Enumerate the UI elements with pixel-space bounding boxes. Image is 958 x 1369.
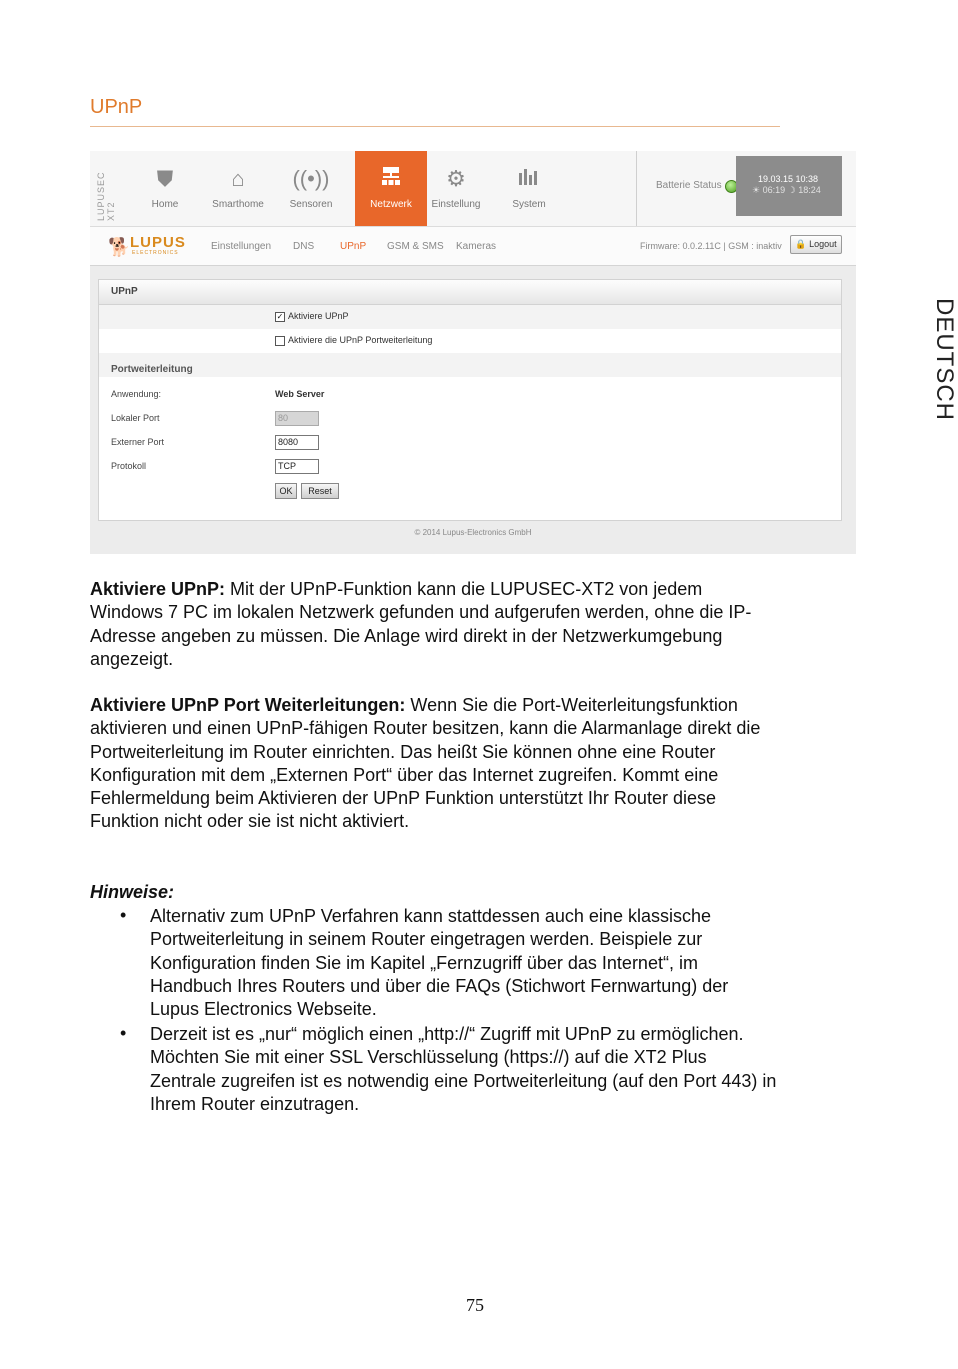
gear-icon: ⚙: [446, 166, 466, 191]
paragraph-aktiviere-upnp: [90, 578, 860, 671]
paragraph-line: Mit der UPnP-Funktion kann die LUPUSEC-XT2 von jedem: [225, 579, 703, 599]
nav-label: System: [512, 199, 546, 210]
nav-label: Einstellung: [431, 199, 481, 210]
sunset-time: 18:24: [798, 185, 821, 195]
brand-vertical-label: LUPUSEC XT2: [96, 171, 116, 221]
side-language-label: DEUTSCH: [931, 298, 958, 422]
paragraph-line: Portweiterleitung im Router einrichten. Das heißt Sie können ohne eine Router: [90, 741, 716, 762]
network-icon: [355, 165, 427, 193]
subtab-upnp[interactable]: UPnP: [340, 241, 367, 252]
shield-icon: ⛊: [156, 166, 174, 191]
subtab-gsm-sms[interactable]: GSM & SMS: [387, 241, 444, 252]
bullet-line: Konfiguration finden Sie im Kapitel „Fernzugriff über das Internet“, im: [150, 952, 698, 973]
protocol-label: Protokoll: [111, 461, 147, 471]
house-icon: ⌂: [231, 166, 245, 191]
subtab-einstellungen[interactable]: Einstellungen: [211, 241, 272, 252]
bullet-line: Möchten Sie mit einer SSL Verschlüsselung (https://) auf die XT2 Plus: [150, 1047, 707, 1068]
nav-label: Sensoren: [289, 199, 333, 210]
section-heading: UPnP: [90, 96, 143, 118]
lupus-logo: [108, 234, 194, 260]
sun-times: [752, 185, 821, 196]
external-port-label: Externer Port: [111, 437, 165, 447]
paragraph-port-weiterleitungen: [90, 694, 860, 834]
bullet-line: Ihrem Router einzutragen.: [150, 1093, 360, 1114]
reset-button[interactable]: Reset: [301, 483, 339, 499]
firmware-info: Firmware: 0.0.2.11C | GSM : inaktiv: [640, 241, 782, 251]
nav-label: Netzwerk: [370, 199, 412, 210]
bullet-item: [150, 905, 870, 1021]
logout-button[interactable]: [790, 235, 842, 254]
nav-einstellung[interactable]: [420, 151, 492, 226]
bullet-line: Derzeit ist es „nur“ möglich einen „http://“ Zugriff mit UPnP zu ermöglichen.: [150, 1024, 744, 1044]
application-label: Anwendung:: [111, 389, 162, 399]
row-band: [99, 353, 841, 377]
bullet-line: Portweiterleitung in seinem Router eingetragen werden. Beispiele zur: [150, 929, 703, 950]
dog-logo-icon: 🐕: [108, 237, 131, 257]
paragraph-line: Wenn Sie die Port-Weiterleitungsfunktion: [405, 695, 738, 715]
lock-icon: 🔒: [795, 239, 807, 249]
paragraph-line: Adresse angeben zu müssen. Die Anlage wird direkt in der Netzwerkumgebung: [90, 625, 723, 646]
ok-button[interactable]: OK: [275, 483, 297, 499]
notes-heading: Hinweise:: [90, 882, 175, 902]
subtab-dns[interactable]: DNS: [293, 241, 315, 252]
bars-icon: [493, 165, 565, 193]
datetime-text: 19.03.15 10:38: [758, 174, 819, 184]
nav-label: Smarthome: [212, 199, 264, 210]
bullet-line: Zentrale zugreifen ist es notwendig eine Portweiterleitung (auf den Port 443) in: [150, 1070, 777, 1091]
local-port-input: 80: [275, 411, 319, 426]
logo-sub: ELECTRONICS: [132, 250, 179, 256]
nav-netzwerk[interactable]: [355, 151, 427, 226]
sunrise-time: 06:19: [762, 185, 786, 195]
paragraph-line: Funktion nicht oder sie ist nicht aktiviert.: [90, 811, 410, 832]
moon-icon: ☽: [787, 185, 796, 195]
nav-divider: [636, 151, 637, 226]
external-port-input[interactable]: 8080: [275, 435, 319, 450]
upnp-checkbox[interactable]: ✓: [276, 312, 284, 321]
antenna-icon: ((•)): [292, 166, 330, 191]
bullet-line: Alternativ zum UPnP Verfahren kann stattdessen auch eine klassische: [150, 906, 711, 926]
upnp-checkbox-label: Aktiviere UPnP: [288, 311, 349, 321]
paragraph-bold-lead: Aktiviere UPnP Port Weiterleitungen:: [90, 695, 406, 715]
port-forward-checkbox[interactable]: [275, 336, 285, 346]
top-navigation-bar: [90, 151, 856, 227]
application-value: Web Server: [275, 389, 325, 399]
paragraph-line: angezeigt.: [90, 648, 174, 669]
paragraph-line: Fehlermeldung beim Aktivieren der UPnP Funktion unterstützt Ihr Router diese: [90, 788, 716, 809]
nav-home[interactable]: [129, 151, 201, 226]
heading-rule: [90, 126, 780, 127]
sun-icon: ☀: [752, 185, 761, 195]
nav-smarthome[interactable]: [202, 151, 274, 226]
logo-name: LUPUS: [130, 234, 186, 251]
upnp-panel: [98, 279, 842, 521]
bullet-item: [150, 1023, 870, 1116]
paragraph-bold-lead: Aktiviere UPnP:: [90, 579, 226, 599]
bullet-marker: •: [120, 1023, 127, 1043]
port-forward-heading: Portweiterleitung: [111, 364, 193, 375]
local-port-label: Lokaler Port: [111, 413, 160, 423]
bullet-line: Lupus Electronics Webseite.: [150, 999, 377, 1020]
datetime-panel: [736, 156, 842, 216]
paragraph-line: Konfiguration mit dem „Externen Port“ über das Internet zugreifen. Kommt eine: [90, 764, 719, 785]
port-forward-checkbox-label: Aktiviere die UPnP Portweiterleitung: [288, 335, 433, 345]
battery-status-label: Batterie Status: [656, 180, 722, 191]
row-band: [99, 305, 841, 329]
sub-navigation-bar: [90, 227, 856, 266]
protocol-input[interactable]: TCP: [275, 459, 319, 474]
bullet-line: Handbuch Ihres Routers und über die FAQs (Stichwort Fernwartung) der: [150, 975, 729, 996]
logout-label: Logout: [809, 239, 837, 249]
bullet-marker: •: [120, 905, 127, 925]
nav-label: Home: [151, 199, 179, 210]
page-number: 75: [466, 1295, 484, 1315]
paragraph-line: Windows 7 PC im lokalen Netzwerk gefunden und aufgerufen werden, ohne die IP-: [90, 602, 752, 623]
panel-title: UPnP: [111, 286, 138, 297]
paragraph-line: aktivieren und einen UPnP-fähigen Router besitzen, kann die Alarmanlage direkt die: [90, 718, 761, 739]
nav-sensoren[interactable]: [275, 151, 347, 226]
panel-header: [99, 280, 841, 305]
nav-system[interactable]: [493, 151, 565, 226]
ui-screenshot: [90, 151, 856, 554]
subtab-kameras[interactable]: Kameras: [456, 241, 497, 252]
copyright-footer: © 2014 Lupus-Electronics GmbH: [414, 528, 532, 537]
